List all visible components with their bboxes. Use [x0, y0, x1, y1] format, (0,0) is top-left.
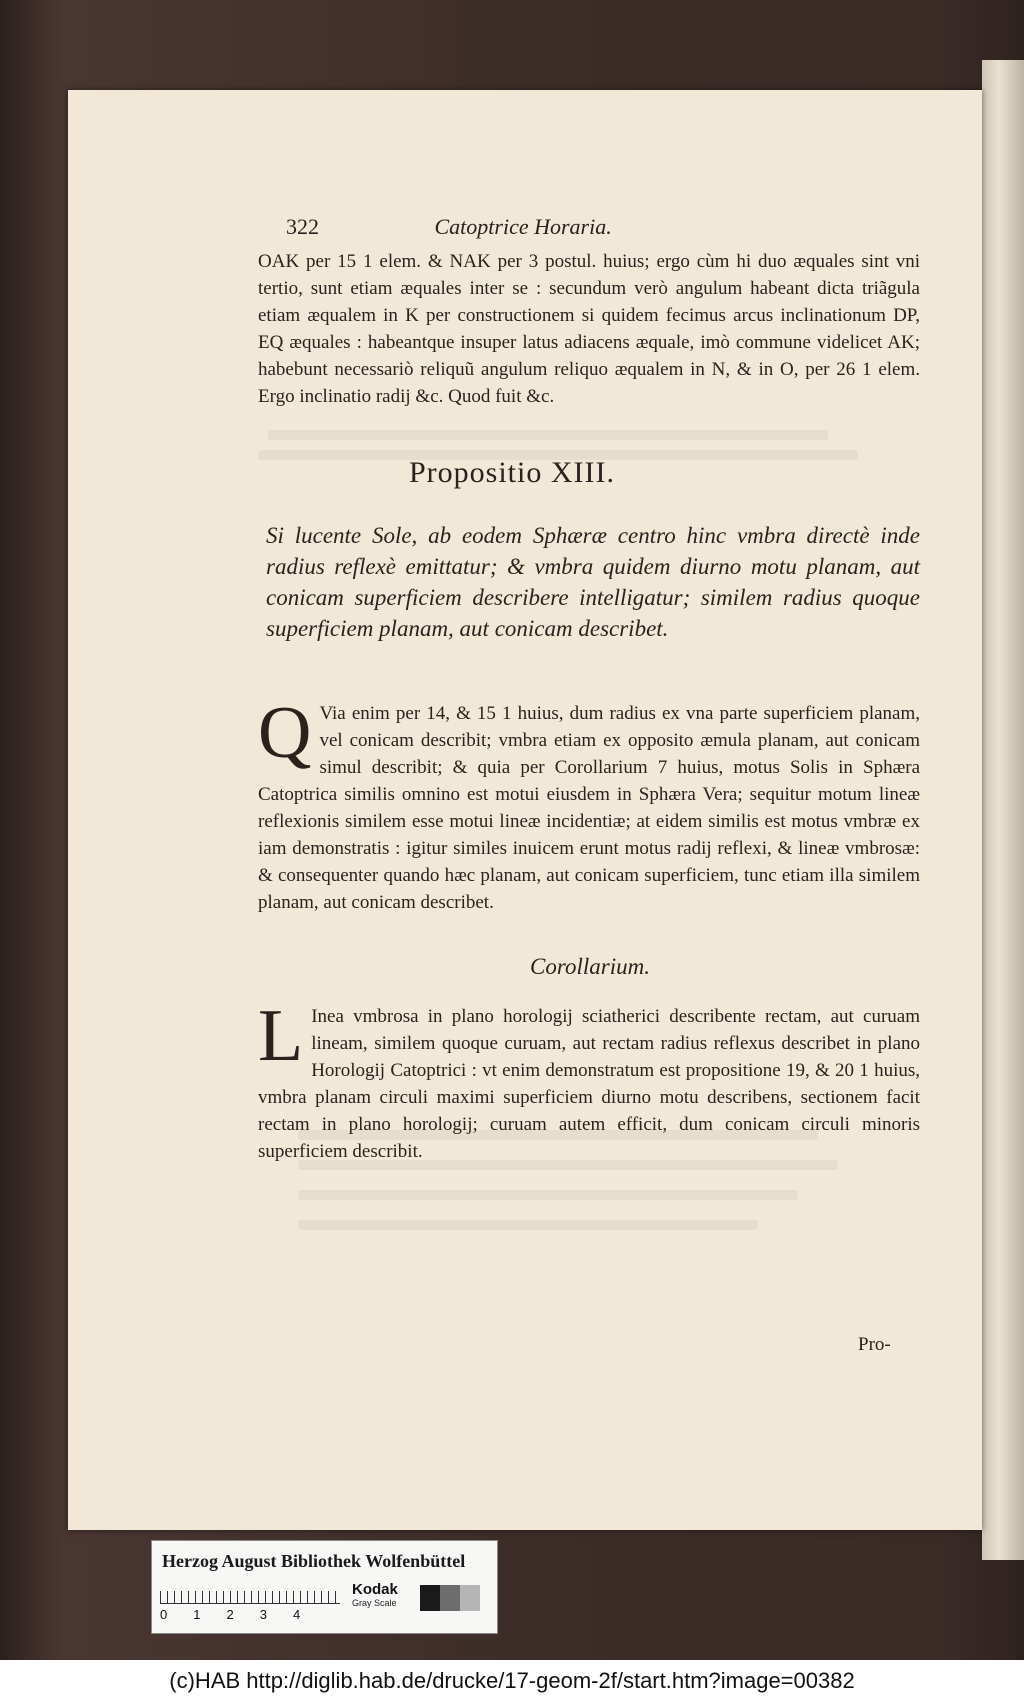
facing-page-edge [982, 60, 1024, 1560]
kodak-label [352, 1581, 398, 1608]
running-title: Catoptrice Horaria. [434, 214, 612, 239]
page-number: 322 [286, 214, 319, 239]
library-name: Herzog August Bibliothek Wolfenbüttel [162, 1551, 466, 1571]
catchword: Pro- [858, 1334, 891, 1355]
gray-patch [420, 1585, 440, 1611]
running-header [286, 214, 706, 240]
gray-patch [460, 1585, 480, 1611]
ruler-numbers [160, 1607, 360, 1622]
drop-cap-l: L [258, 995, 304, 1077]
kodak-subtitle: Gray Scale [352, 1598, 397, 1608]
gray-patch [440, 1585, 460, 1611]
ruler-number: 1 [193, 1607, 201, 1622]
demonstration-paragraph [258, 692, 920, 916]
corollary-text: Inea vmbrosa in plano horologij sciatherici describente rectam, aut curuam lineam, similem quoque curuam, aut rectam radius reflexus describet in plano Horologij Catoptrici : vt enim demonstratum est propositione 19, & 20 1 huius, vmbra planam circuli maximi superficiem diurno motu describens, sectionem facit rectam in plano horologij; curuam autem efficit, dum conicam circuli minoris superficiem describit. [258, 1006, 920, 1162]
drop-cap-q: Q [258, 692, 312, 774]
proposition-statement: Si lucente Sole, ab eodem Sphæræ centro hinc vmbra directè inde radius reflexè emittatur; & vmbra quidem diurno motu planam, aut conicam superficiem describere intelligatur; similem radius quoque superficiem planam, aut conicam describet. [266, 523, 920, 641]
opening-paragraph: OAK per 15 1 elem. & NAK per 3 postul. huius; ergo cùm hi duo æquales sint vni tertio, sunt etiam æquales inter se : secundum verò angulum habeant dicta triãgula etiam æqualem in K per constructionem si quidem fecimus arcus inclinationum DP, EQ æquales : habeantque insuper latus adiacens æquale, imò commune videlicet AK; habebunt necessariò reliquũ angulum reliquo æqualem in N, & in O, per 26 1 elem. Ergo inclinatio radij &c. Quod fuit &c. [258, 251, 920, 407]
kodak-brand: Kodak [352, 1581, 398, 1598]
ruler-number: 4 [292, 1607, 301, 1622]
ruler-number: 0 [160, 1607, 168, 1622]
ruler-number: 3 [259, 1607, 267, 1622]
corollary-paragraph [258, 995, 920, 1165]
proposition-title: Propositio XIII. [409, 456, 615, 489]
corollary-title: Corollarium. [530, 954, 650, 979]
demonstration-text: Via enim per 14, & 15 1 huius, dum radius ex vna parte superficiem planam, vel conicam describit; vmbra etiam ex opposito æmula planam, aut conicam simul describit; & quia per Corollarium 7 huius, motus Solis in Sphæra Catoptrica similis omnino est motui eiusdem in Sphæra Vera; sequitur motum lineæ reflexionis similem esse motui lineæ incidentiæ; at eidem similis est motus vmbræ ex iam demonstratis : igitur similes inuicem erunt motus radij reflexi, & lineæ vmbrosæ: & consequenter quando hæc planam, aut conicam superficiem, tunc etiam illa similem planam, aut conicam describet. [258, 703, 920, 913]
gray-scale-patches [420, 1585, 480, 1611]
ruler-scale [160, 1583, 340, 1604]
copyright-footer: (c)HAB http://diglib.hab.de/drucke/17-geom-2f/start.htm?image=00382 [0, 1660, 1024, 1702]
ruler-number: 2 [226, 1607, 234, 1622]
library-color-card [151, 1540, 498, 1634]
